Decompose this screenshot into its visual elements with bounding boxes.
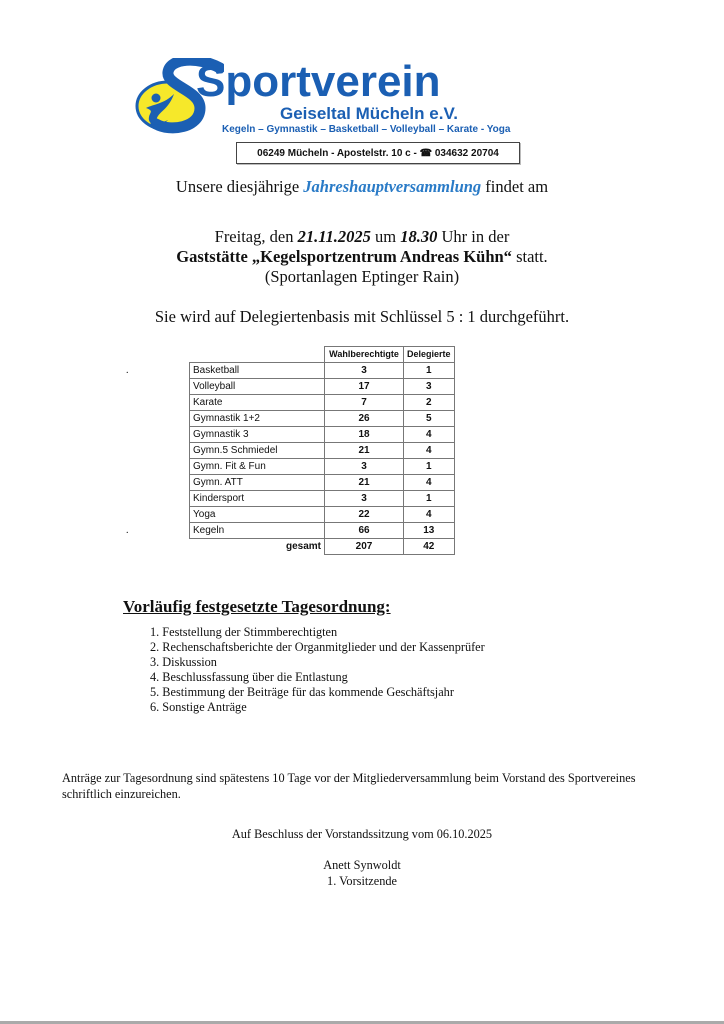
meeting-text: Freitag, den [214, 227, 298, 246]
meeting-venue-line [0, 247, 724, 266]
meeting-time: 18.30 [400, 227, 438, 246]
meeting-text: Uhr in der [437, 227, 510, 246]
table-total-row [190, 539, 455, 555]
club-logo [134, 58, 534, 138]
row-name: Gymn.5 Schmiedel [190, 443, 325, 459]
total-label: gesamt [285, 541, 321, 553]
row-delegates: 1 [404, 459, 455, 475]
table-row [190, 459, 455, 475]
resolution-line: Auf Beschluss der Vorstandssitzung vom 06.10.2025 [231, 827, 493, 841]
agenda-item: 1. Feststellung der Stimmberechtigten [150, 625, 338, 639]
row-voters: 66 [325, 523, 404, 539]
submission-note: Anträge zur Tagesordnung sind spätestens 10 Tage vor der Mitgliederversammlung beim Vorstand des Sportvereines schriftlich einzureichen. [62, 771, 636, 801]
intro-line [0, 177, 724, 196]
meeting-location: (Sportanlagen Eptinger Rain) [264, 267, 460, 286]
row-voters: 7 [325, 395, 404, 411]
row-delegates: 1 [404, 491, 455, 507]
table-row [190, 395, 455, 411]
row-delegates: 4 [404, 427, 455, 443]
meeting-text: statt. [511, 247, 548, 266]
row-voters: 18 [325, 427, 404, 443]
row-name: Gymn. Fit & Fun [190, 459, 325, 475]
intro-highlight: Jahreshauptversammlung [303, 177, 482, 196]
delegates-table [189, 346, 455, 555]
intro-text-after: findet am [481, 177, 549, 196]
logo-subtitle: Geiseltal Mücheln e.V. [280, 104, 458, 123]
delegates-line: Sie wird auf Delegiertenbasis mit Schlüssel 5 : 1 durchgeführt. [154, 307, 570, 326]
row-name: Gymn. ATT [190, 475, 325, 491]
row-voters: 21 [325, 475, 404, 491]
row-voters: 26 [325, 411, 404, 427]
signature-name: Anett Synwoldt [323, 858, 401, 872]
signature-role: 1. Vorsitzende [327, 874, 397, 888]
row-delegates: 3 [404, 379, 455, 395]
row-name: Yoga [190, 507, 325, 523]
row-name: Kindersport [190, 491, 325, 507]
total-voters: 207 [325, 539, 404, 555]
row-voters: 17 [325, 379, 404, 395]
table-row [190, 427, 455, 443]
agenda-title: Vorläufig festgesetzte Tagesordnung: [123, 597, 391, 616]
row-name: Kegeln [190, 523, 325, 539]
table-row [190, 363, 455, 379]
agenda-list [150, 625, 485, 715]
meeting-venue: Gaststätte „Kegelsportzentrum Andreas Kühn“ [176, 247, 512, 266]
row-delegates: 4 [404, 507, 455, 523]
row-name: Gymnastik 1+2 [190, 411, 325, 427]
table-row [190, 443, 455, 459]
row-voters: 3 [325, 491, 404, 507]
row-name: Karate [190, 395, 325, 411]
header-voters: Wahlberechtigte [325, 347, 404, 363]
agenda-item: 5. Bestimmung der Beiträge für das kommende Geschäftsjahr [150, 685, 454, 699]
row-delegates: 1 [404, 363, 455, 379]
telephone-icon: ☎ [419, 147, 433, 159]
header-delegates: Delegierte [404, 347, 455, 363]
row-voters: 21 [325, 443, 404, 459]
phone-number: 034632 20704 [434, 147, 499, 159]
meeting-date-line [0, 227, 724, 246]
logo-title: Sportverein [196, 57, 441, 106]
row-name: Volleyball [190, 379, 325, 395]
row-delegates: 4 [404, 475, 455, 491]
intro-text-before: Unsere diesjährige [175, 177, 304, 196]
meeting-date: 21.11.2025 [297, 227, 371, 246]
table-row [190, 411, 455, 427]
address-text: 06249 Mücheln - Apostelstr. 10 c - [257, 147, 417, 159]
total-delegates: 42 [404, 539, 455, 555]
meeting-text: um [370, 227, 401, 246]
row-name: Gymnastik 3 [190, 427, 325, 443]
address-box [236, 142, 520, 164]
agenda-item: 4. Beschlussfassung über die Entlastung [150, 670, 348, 684]
margin-dot: . [126, 525, 129, 536]
agenda-item: 2. Rechenschaftsberichte der Organmitglieder und der Kassenprüfer [150, 640, 485, 654]
table-row [190, 523, 455, 539]
row-voters: 22 [325, 507, 404, 523]
row-voters: 3 [325, 459, 404, 475]
table-row [190, 491, 455, 507]
row-delegates: 2 [404, 395, 455, 411]
table-row [190, 379, 455, 395]
row-name: Basketball [190, 363, 325, 379]
table-row [190, 507, 455, 523]
row-delegates: 4 [404, 443, 455, 459]
logo-sports-list: Kegeln – Gymnastik – Basketball – Volleyball – Karate - Yoga [222, 124, 511, 135]
row-voters: 3 [325, 363, 404, 379]
row-delegates: 5 [404, 411, 455, 427]
row-delegates: 13 [404, 523, 455, 539]
table-row [190, 475, 455, 491]
margin-dot: . [126, 365, 129, 376]
agenda-item: 6. Sonstige Anträge [150, 700, 247, 714]
agenda-item: 3. Diskussion [150, 655, 217, 669]
